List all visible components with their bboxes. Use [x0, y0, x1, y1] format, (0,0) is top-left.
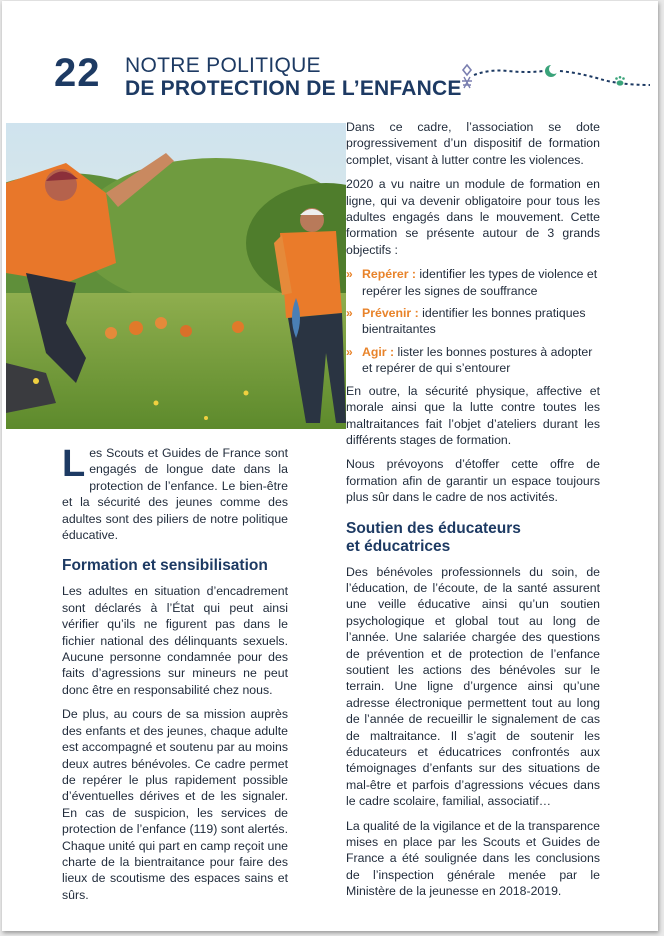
bullet-prevenir [346, 305, 600, 338]
soutien-paragraph-2: La qualité de la vigilance et de la transparence mises en place par les Scouts et Guides de France a été soulignée dans les conclusions de l’inspection générale menée par le Ministère de la jeunesse en 2018-2019. [346, 818, 600, 899]
intro-text: es Scouts et Guides de France sont engagés de longue date dans la protection de l’enfance. Le bien-être et la sécurité des jeunes comme des adultes sont des piliers de notre politique éducative. [62, 446, 288, 543]
crescent-moon-icon [545, 64, 559, 77]
left-column [62, 445, 288, 911]
bullet-text: identifier les bonnes pratiques bientraitantes [362, 306, 586, 337]
page-number: 22 [54, 51, 101, 95]
bullet-text: identifier les types de violence et repérer les signes de souffrance [362, 267, 598, 298]
right-paragraph-2: 2020 a vu naitre un module de formation en ligne, qui va devenir obligatoire pour tous les adultes engagés dans le mouvement. Cette formation se présente autour de 3 grands objectifs : [346, 177, 600, 257]
bullet-keyword: Prévenir : [362, 306, 419, 321]
document-page [2, 1, 658, 931]
dropcap: L [62, 443, 86, 485]
bullet-text: lister les bonnes postures à adopter et repérer de qui s’entourer [362, 344, 593, 376]
bullet-keyword: Agir : [362, 344, 395, 359]
intro-paragraph [62, 445, 288, 543]
section-heading-formation: Formation et sensibilisation [62, 557, 268, 575]
soutien-paragraph-1: Des bénévoles professionnels du soin, de l’éducation, de l’écoute, de la santé assurent une veille éducative ainsi qu’un soutien psychologique et global tout au long de l’année. Une salariée chargée des questions de prévention et de protection de l’enfance soutient les actions des bénévoles sur le terrain. Une ligne d’urgence ainsi qu’une adresse électronique permettent tout au long de l’année de recueillir le signalement de cas de maltraitance. Il s’agit de soutenir les éducateurs et éducatrices confrontés aux témoignages d’enfants sur des situations de mal-être et parfois d’agressions vécues dans le cadre scolaire, familial, associatif… [346, 564, 600, 809]
page-title-line1: NOTRE POLITIQUE [125, 54, 321, 77]
formation-paragraph-2: De plus, au cours de sa mission auprès des enfants et des jeunes, chaque adulte est accompagné et soutenu par au moins deux autres bénévoles. Ce cadre permet de repérer le plus rapidement possible d’éventuelles dérives et de les signaler. En cas de suspicion, les services de protection de l’enfance (119) sont alertés. Chaque unité qui part en camp reçoit une charte de la bientraitance pour faire des lieux de scoutisme des espaces sains et sûrs. [62, 707, 288, 902]
formation-paragraph-1: Les adultes en situation d’encadrement sont déclarés à l’État qui peut ainsi vérifier qu’ils ne figurent pas dans le fichier national des délinquants sexuels. Aucune personne condamnée pour des faits d’agressions sur mineurs ne peut donc être en responsabilité chez nous. [62, 584, 288, 697]
chevron-bullet-icon: » [346, 267, 353, 282]
scout-fleur-icon [462, 65, 472, 88]
paw-print-icon [615, 76, 625, 86]
right-paragraph-4: Nous prévoyons d’étoffer cette offre de formation afin de garantir un espace toujours plus sûr dans le cadre de nos activités. [346, 457, 600, 505]
bullet-keyword: Repérer : [362, 267, 416, 282]
section-heading-soutien [346, 520, 600, 556]
right-paragraph-3: En outre, la sécurité physique, affective et morale ainsi que la lutte contre toutes les maltraitances fait l’objet d’ateliers durant les différents stages de formation. [346, 383, 600, 447]
bullet-agir [346, 344, 600, 377]
soutien-heading-line1: Soutien des éducateurs [346, 519, 521, 537]
right-column [346, 119, 600, 908]
soutien-heading-line2: et éducatrices [346, 537, 451, 555]
chevron-bullet-icon: » [346, 344, 353, 359]
bullet-reperer [346, 266, 600, 299]
chevron-bullet-icon: » [346, 306, 353, 321]
scouts-photo [6, 123, 346, 429]
page-title-line2: DE PROTECTION DE L’ENFANCE [125, 77, 462, 100]
decorative-trail [460, 61, 656, 91]
right-paragraph-1: Dans ce cadre, l’association se dote progressivement d’un dispositif de formation complet, visant à lutter contre les violences. [346, 120, 600, 167]
